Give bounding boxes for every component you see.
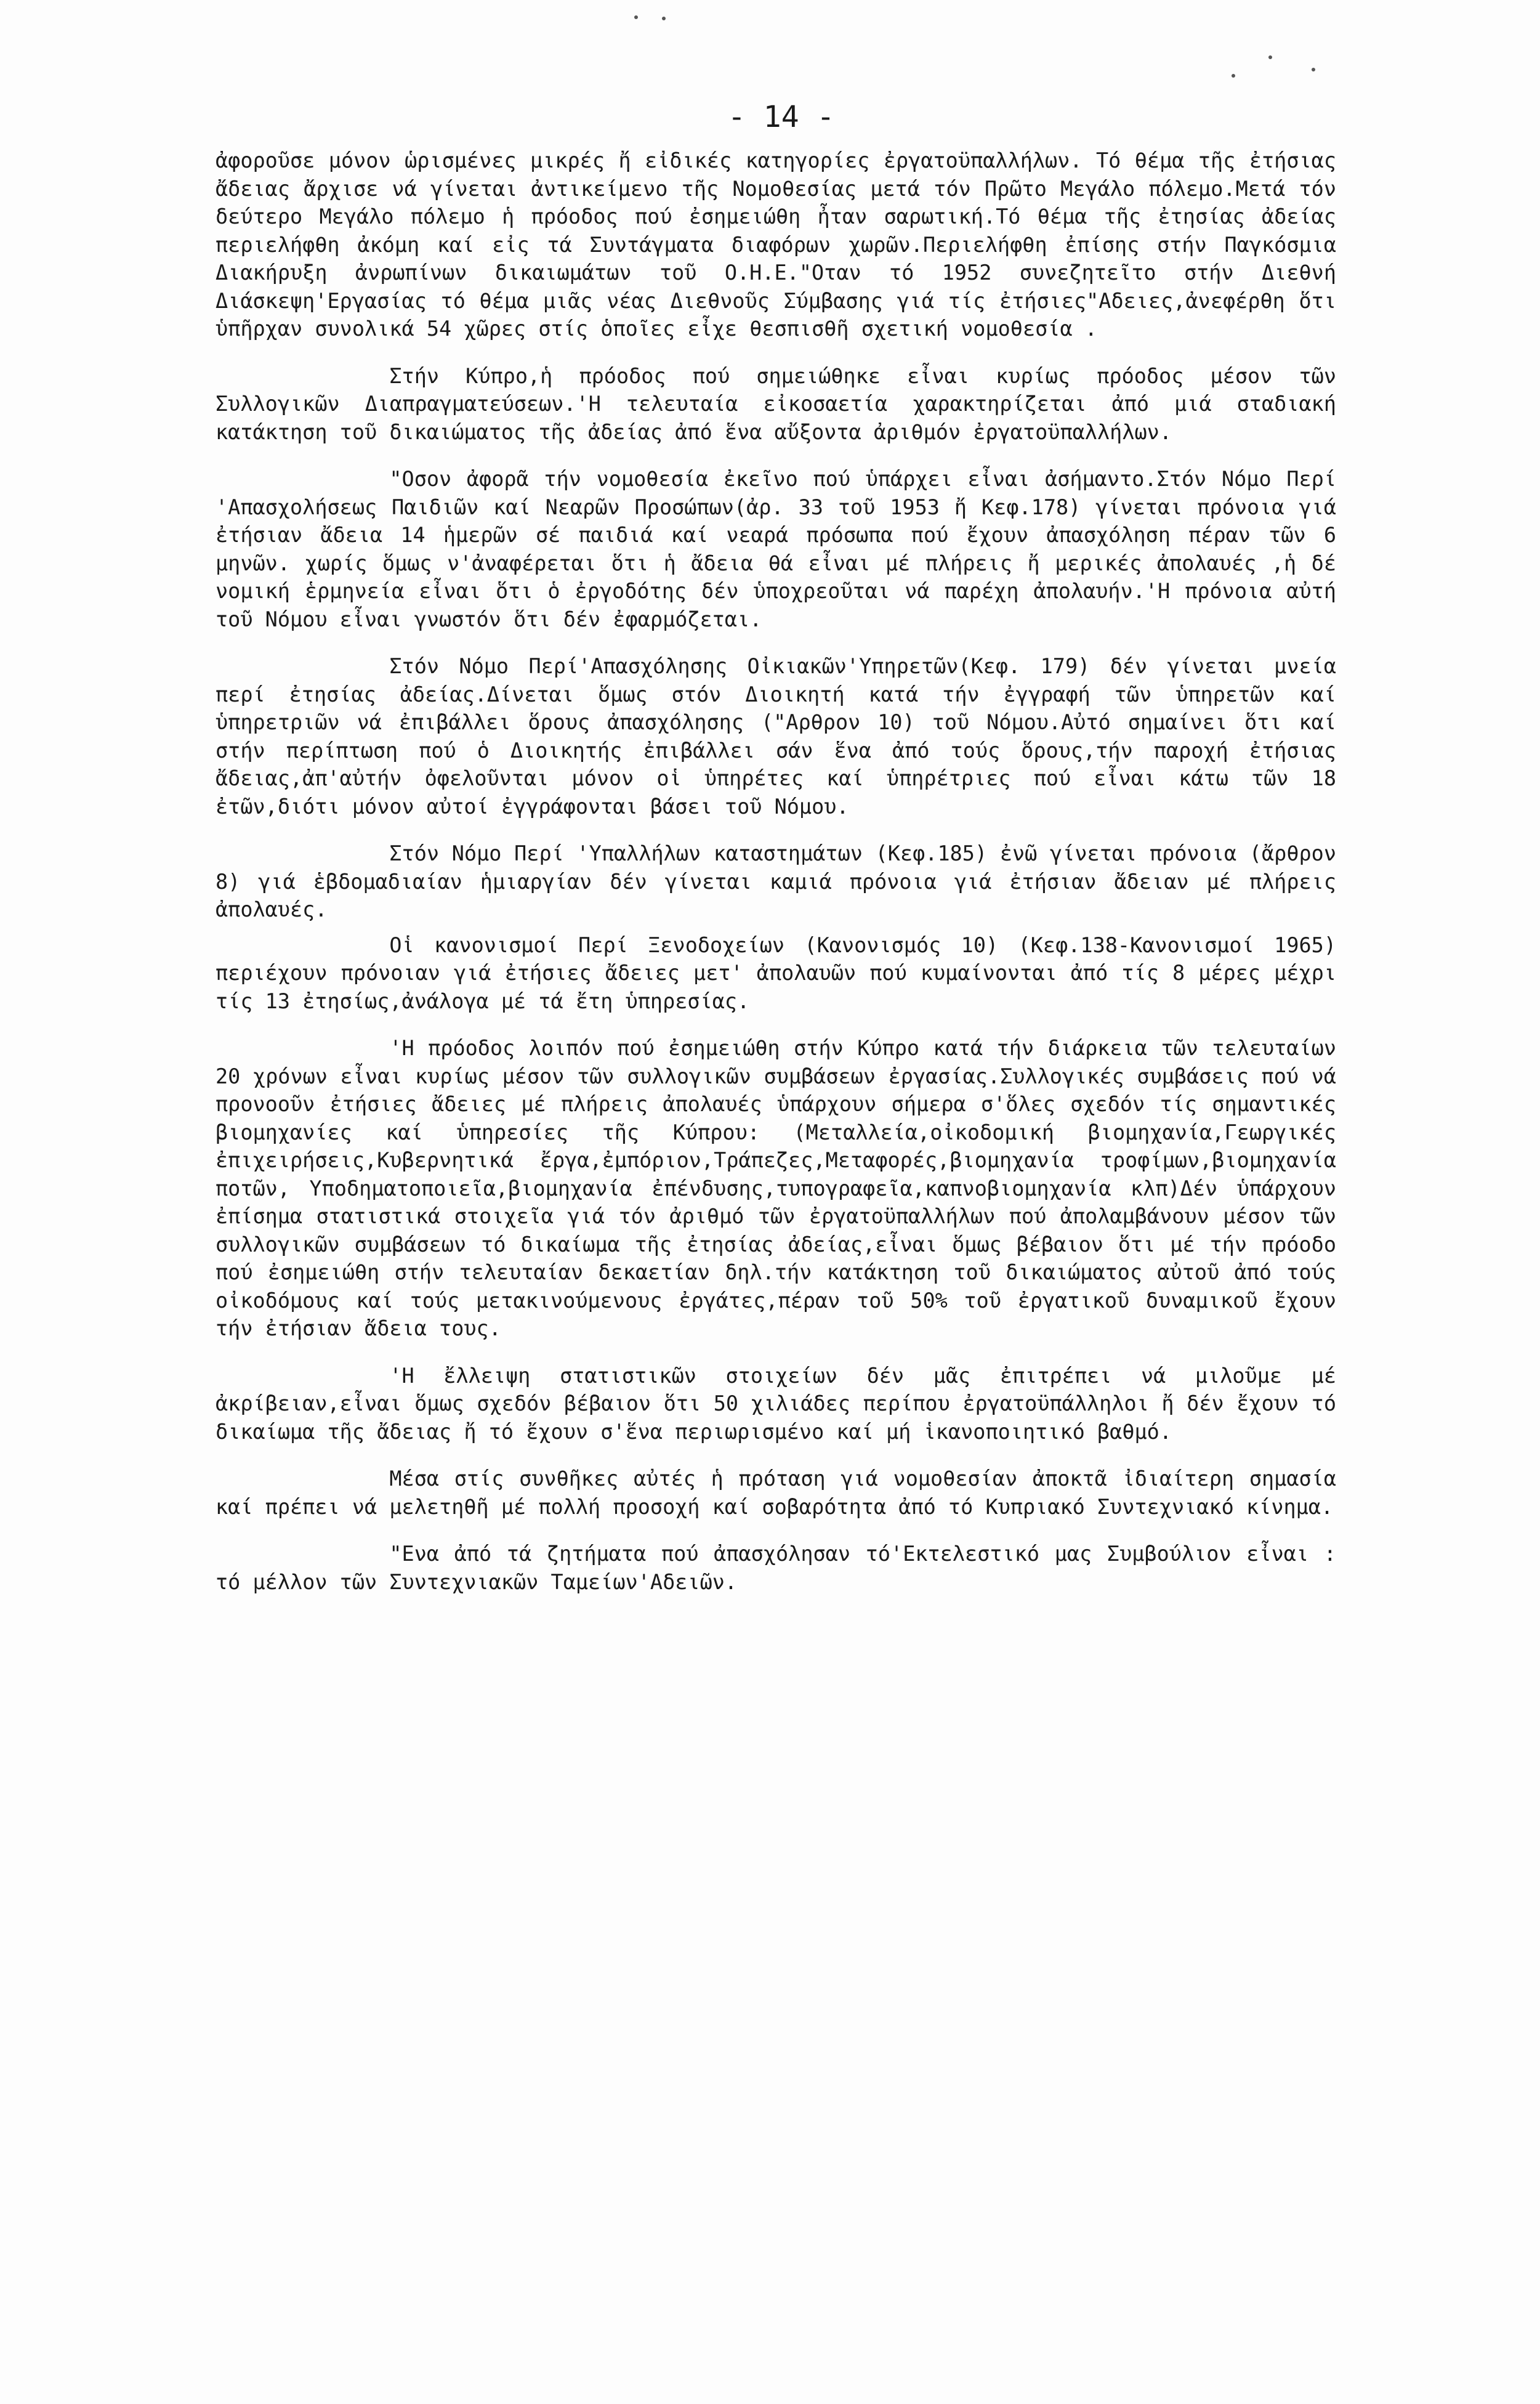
paragraph-4: Στόν Νόμο Περί'Απασχόλησης Οἰκιακῶν'Υπηρετῶν(Κεφ. 179) δέν γίνεται μνεία περί ἐτησίας ἀδείας.Δίνεται ὅμως στόν Διοικητή κατά τήν ἐγγραφή τῶν ὑπηρετῶν καί ὑπηρετριῶν νά ἐπιβάλλει ὅρους ἀπασχόλησης ("Αρθρον 10) τοῦ Νόμου.Αὐτό σημαίνει ὅτι καί στήν περίπτωση πού ὁ Διοικητής ἐπιβάλλει σάν ἕνα ἀπό τούς ὅρους,τήν παροχή ἐτήσιας ἄδειας,ἀπ'αὐτήν ὀφελοῦνται μόνον οἱ ὑπηρέτες καί ὑπηρέτριες πού εἶναι κάτω τῶν 18 ἐτῶν,διότι μόνον αὐτοί ἐγγράφονται βάσει τοῦ Νόμου.	[216, 654, 1349, 819]
scan-speck	[634, 15, 638, 19]
paragraph-8: 'Η ἔλλειψη στατιστικῶν στοιχείων δέν μᾶς ἐπιτρέπει νά μιλοῦμε μέ ἀκρίβειαν,εἶναι ὅμως σχεδόν βέβαιον ὅτι 50 χιλιάδες περίπου ἐργατοϋπάλληλοι ἤ δέν ἔχουν τό δικαίωμα τῆς ἄδειας ἤ τό ἔχουν σ'ἕνα περιωρισμένο καί μή ἱκανοποιητικό βαθμό.	[216, 1363, 1349, 1444]
paragraph-10: "Ενα ἀπό τά ζητήματα πού ἀπασχόλησαν τό'Εκτελεστικό μας Συμβούλιον εἶναι : τό μέλλον τῶν Συντεχνιακῶν Ταμείων'Αδειῶν.	[216, 1542, 1349, 1594]
paragraph-5: Στόν Νόμο Περί 'Υπαλλήλων καταστημάτων (Κεφ.185) ἐνῶ γίνεται πρόνοια (ἄρθρον 8) γιά ἑβδομαδιαίαν ἡμιαργίαν δέν γίνεται καμιά πρόνοια γιά ἐτήσιαν ἄδειαν μέ πλήρεις ἀπολαυές.	[216, 841, 1349, 921]
scan-speck	[1232, 74, 1235, 78]
paragraph-2: Στήν Κύπρο,ἡ πρόοδος πού σημειώθηκε εἶναι κυρίως πρόοδος μέσον τῶν Συλλογικῶν Διαπραγματεύσεων.'Η τελευταία εἰκοσαετία χαρακτηρίζεται ἀπό μιά σταδιακή κατάκτηση τοῦ δικαιώματος τῆς ἀδείας ἀπό ἕνα αὔξοντα ἀριθμόν ἐργατοϋπαλλήλων.	[216, 363, 1349, 444]
document-body	[216, 147, 1349, 1615]
page-number: - 14 -	[728, 100, 835, 134]
paragraph-7: 'Η πρόοδος λοιπόν πού ἐσημειώθη στήν Κύπρο κατά τήν διάρκεια τῶν τελευταίων 20 χρόνων εἶναι κυρίως μέσον τῶν συλλογικῶν συμβάσεων ἐργασίας.Συλλογικές συμβάσεις πού νά προνοοῦν ἐτήσιες ἄδειες μέ πλήρεις ἀπολαυές ὑπάρχουν σήμερα σ'ὅλες σχεδόν τίς σημαντικές βιομηχανίες καί ὑπηρεσίες τῆς Κύπρου: (Μεταλλεία,οἰκοδομική βιομηχανία,Γεωργικές ἐπιχειρήσεις,Κυβερνητικά ἔργα,ἐμπόριον,Τράπεζες,Μεταφορές,βιομηχανία τροφίμων,βιομηχανία ποτῶν, Υποδηματοποιεῖα,βιομηχανία ἐπένδυσης,τυπογραφεῖα,καπνοβιομηχανία κλπ)Δέν ὑπάρχουν ἐπίσημα στατιστικά στοιχεῖα γιά τόν ἀριθμό τῶν ἐργατοϋπαλλήλων πού ἀπολαμβάνουν μέσον τῶν συλλογικῶν συμβάσεων τό δικαίωμα τῆς ἐτησίας ἀδείας,εἶναι ὅμως βέβαιον ὅτι μέ τήν πρόοδο πού ἐσημειώθη στήν τελευταίαν δεκαετίαν δηλ.τήν κατάκτηση τοῦ δικαιώματος αὐτοῦ ἀπό τούς οἰκοδόμους καί τούς μετακινούμενους ἐργάτες,πέραν τοῦ 50% τοῦ ἐργατικοῦ δυναμικοῦ ἔχουν τήν ἐτήσιαν ἄδεια τους.	[216, 1036, 1349, 1340]
scan-speck	[1268, 55, 1272, 59]
paragraph-6: Οἱ κανονισμοί Περί Ξενοδοχείων (Κανονισμός 10) (Κεφ.138-Κανονισμοί 1965) περιέχουν πρόνοιαν γιά ἐτήσιες ἄδειες μετ' ἀπολαυῶν πού κυμαίνονται ἀπό τίς 8 μέρες μέχρι τίς 13 ἐτησίως,ἀνάλογα μέ τά ἔτη ὑπηρεσίας.	[216, 933, 1349, 1013]
scan-speck	[1312, 68, 1315, 71]
scan-speck	[662, 17, 666, 20]
paragraph-3: "Οσον ἀφορᾶ τήν νομοθεσία ἐκεῖνο πού ὑπάρχει εἶναι ἀσήμαντο.Στόν Νόμο Περί 'Απασχολήσεως Παιδιῶν καί Νεαρῶν Προσώπων(ἀρ. 33 τοῦ 1953 ἤ Κεφ.178) γίνεται πρόνοια γιά ἐτήσιαν ἄδεια 14 ἡμερῶν σέ παιδιά καί νεαρά πρόσωπα πού ἔχουν ἀπασχόληση πέραν τῶν 6 μηνῶν. χωρίς ὅμως ν'ἀναφέρεται ὅτι ἡ ἄδεια θά εἶναι μέ πλήρεις ἤ μερικές ἀπολαυές ,ἡ δέ νομική ἑρμηνεία εἶναι ὅτι ὁ ἐργοδότης δέν ὑποχρεοῦται νά παρέχη ἀπολαυήν.'Η πρόνοια αὐτή τοῦ Νόμου εἶναι γνωστόν ὅτι δέν ἐφαρμόζεται.	[216, 467, 1349, 631]
paragraph-9: Μέσα στίς συνθῆκες αὐτές ἡ πρόταση γιά νομοθεσίαν ἀποκτᾶ ἰδιαίτερη σημασία καί πρέπει νά μελετηθῆ μέ πολλή προσοχή καί σοβαρότητα ἀπό τό Κυπριακό Συντεχνιακό κίνημα.	[216, 1467, 1349, 1519]
paragraph-1: ἀφοροῦσε μόνον ὡρισμένες μικρές ἤ εἰδικές κατηγορίες ἐργατοϋπαλλήλων. Τό θέμα τῆς ἐτήσιας ἄδειας ἄρχισε νά γίνεται ἀντικείμενο τῆς Νομοθεσίας μετά τόν Πρῶτο Μεγάλο πόλεμο.Μετά τόν δεύτερο Μεγάλο πόλεμο ἡ πρόοδος πού ἐσημειώθη ἦταν σαρωτική.Τό θέμα τῆς ἐτησίας ἀδείας περιελήφθη ἀκόμη καί εἰς τά Συντάγματα διαφόρων χωρῶν.Περιελήφθη ἐπίσης στήν Παγκόσμια Διακήρυξη ἀνρωπίνων δικαιωμάτων τοῦ Ο.Η.Ε."Οταν τό 1952 συνεζητεῖτο στήν Διεθνή Διάσκεψη'Εργασίας τό θέμα μιᾶς νέας Διεθνοῦς Σύμβασης γιά τίς ἐτήσιες"Αδειες,ἀνεφέρθη ὅτι ὑπῆρχαν συνολικά 54 χῶρες στίς ὁποῖες εἶχε θεσπισθῆ σχετική νομοθεσία .	[216, 148, 1349, 341]
